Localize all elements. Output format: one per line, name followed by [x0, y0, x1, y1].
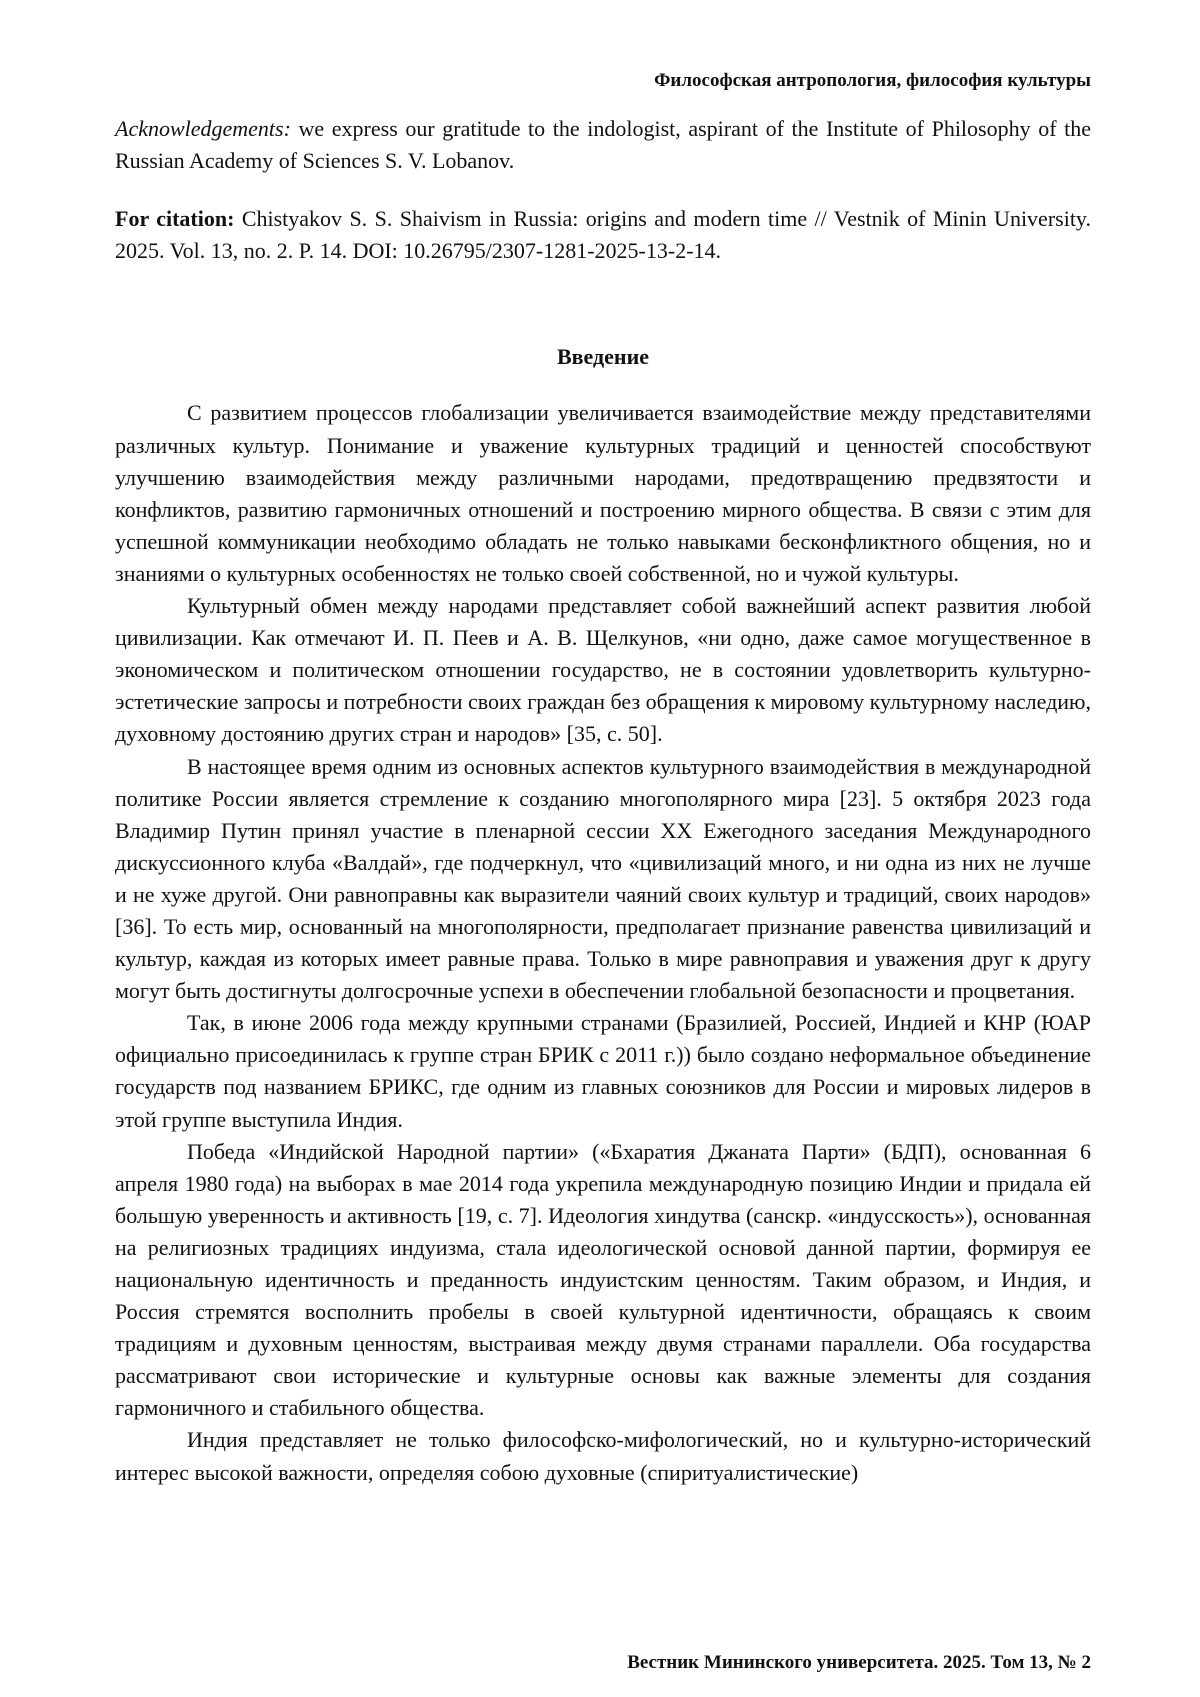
body-paragraph: В настоящее время одним из основных аспектов культурного взаимодействия в международной политике России является стремление к созданию многополярного мира [23]. 5 октября 2023 года Владимир Путин принял участие в пленарной сессии XX Ежегодного заседания Международного дискуссионного клуба «Валдай», где подчеркнул, что «цивилизаций много, и ни одна из них не лучше и не хуже другой. Они равноправны как выразители чаяний своих культур и традиций, своих народов» [36]. То есть мир, основанный на многополярности, предполагает признание равенства цивилизаций и культур, каждая из которых имеет равные права. Только в мире равноправия и уважения друг к другу могут быть достигнуты долгосрочные успехи в обеспечении глобальной безопасности и процветания.: [115, 751, 1091, 1008]
acknowledgements-text: we express our gratitude to the indologist, aspirant of the Institute of Philosophy of the Russian Academy of Sciences S. V. Lobanov.: [115, 116, 1091, 173]
body-paragraph: С развитием процессов глобализации увеличивается взаимодействие между представителями различных культур. Понимание и уважение культурных традиций и ценностей способствуют улучшению взаимодействия между различными народами, предотвращению предвзятости и конфликтов, развитию гармоничных отношений и построению мирного общества. В связи с этим для успешной коммуникации необходимо обладать не только навыками бесконфликтного общения, но и знаниями о культурных особенностях не только своей собственной, но и чужой культуры.: [115, 397, 1091, 590]
citation-paragraph: [115, 203, 1091, 267]
body-paragraph: Индия представляет не только философско-мифологический, но и культурно-исторический интерес высокой важности, определяя собою духовные (спиритуалистические): [115, 1424, 1091, 1488]
citation-text: Chistyakov S. S. Shaivism in Russia: origins and modern time // Vestnik of Minin University. 2025. Vol. 13, no. 2. P. 14. DOI: 10.26795/2307-1281-2025-13-2-14.: [115, 206, 1091, 263]
page-content: [115, 113, 1091, 1489]
document-page: [0, 0, 1200, 1697]
acknowledgements-paragraph: [115, 113, 1091, 177]
running-header: Философская антропология, философия культуры: [115, 70, 1091, 92]
body-paragraph: Культурный обмен между народами представляет собой важнейший аспект развития любой цивилизации. Как отмечают И. П. Пеев и А. В. Щелкунов, «ни одно, даже самое могущественное в экономическом и политическом отношении государство, не в состоянии удовлетворить культурно-эстетические запросы и потребности своих граждан без обращения к мировому культурному наследию, духовному достоянию других стран и народов» [35, с. 50].: [115, 590, 1091, 750]
acknowledgements-label: Acknowledgements:: [115, 116, 291, 141]
section-heading: Введение: [115, 341, 1091, 373]
body-paragraph: Так, в июне 2006 года между крупными странами (Бразилией, Россией, Индией и КНР (ЮАР официально присоединилась к группе стран БРИК с 2011 г.)) было создано неформальное объединение государств под названием БРИКС, где одним из главных союзников для России и мировых лидеров в этой группе выступила Индия.: [115, 1007, 1091, 1135]
running-footer: Вестник Мининского университета. 2025. Том 13, № 2: [115, 1652, 1091, 1674]
body-paragraph: Победа «Индийской Народной партии» («Бхаратия Джаната Парти» (БДП), основанная 6 апреля 1980 года) на выборах в мае 2014 года укрепила международную позицию Индии и придала ей большую уверенность и активность [19, с. 7]. Идеология хиндутва (санскр. «индусскость»), основанная на религиозных традициях индуизма, стала идеологической основой данной партии, формируя ее национальную идентичность и преданность индуистским ценностям. Таким образом, и Индия, и Россия стремятся восполнить пробелы в своей культурной идентичности, обращаясь к своим традициям и духовным ценностям, выстраивая между двумя странами параллели. Оба государства рассматривают свои исторические и культурные основы как важные элементы для создания гармоничного и стабильного общества.: [115, 1136, 1091, 1425]
citation-label: For citation:: [115, 206, 234, 231]
